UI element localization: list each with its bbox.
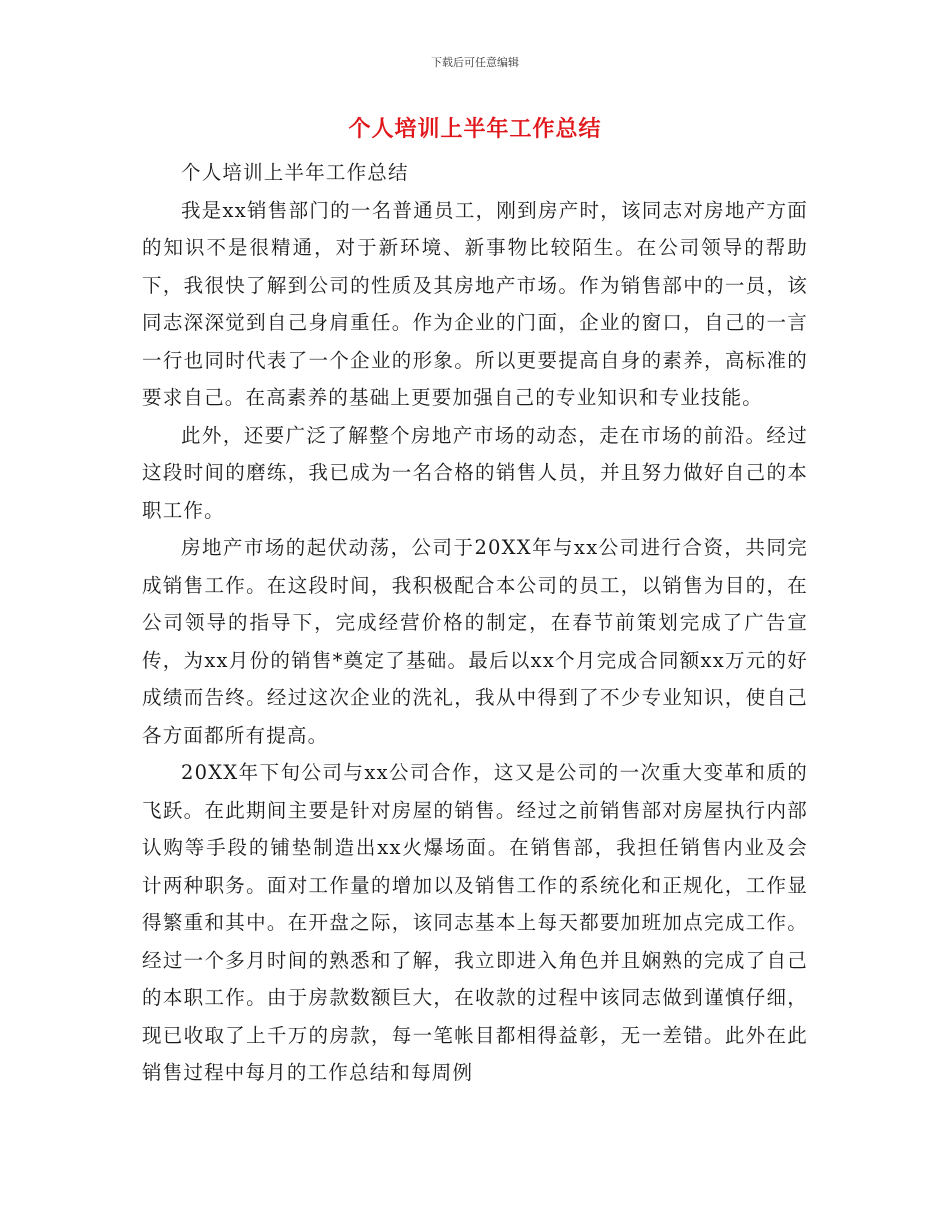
document-body [142, 154, 808, 1092]
paragraph: 我是xx销售部门的一名普通员工，刚到房产时，该同志对房地产方面的知识不是很精通，对于新环境、新事物比较陌生。在公司领导的帮助下，我很快了解到公司的性质及其房地产市场。作为销售部中的一员，该同志深深觉到自己身肩重任。作为企业的门面，企业的窗口，自己的一言一行也同时代表了一个企业的形象。所以更要提高自身的素养，高标准的要求自己。在高素养的基础上更要加强自己的专业知识和专业技能。 [142, 198, 808, 409]
document-title: 个人培训上半年工作总结 [348, 117, 602, 142]
page-header-note: 下载后可任意编辑 [431, 56, 519, 69]
paragraph: 20XX年下旬公司与xx公司合作，这又是公司的一次重大变革和质的飞跃。在此期间主要是针对房屋的销售。经过之前销售部对房屋执行内部认购等手段的铺垫制造出xx火爆场面。在销售部，我担任销售内业及会计两种职务。面对工作量的增加以及销售工作的系统化和正规化，工作显得繁重和其中。在开盘之际，该同志基本上每天都要加班加点完成工作。经过一个多月时间的熟悉和了解，我立即进入角色并且娴熟的完成了自己的本职工作。由于房款数额巨大，在收款的过程中该同志做到谨慎仔细，现已收取了上千万的房款，每一笔帐目都相得益彰，无一差错。此外在此销售过程中每月的工作总结和每周例 [142, 761, 808, 1084]
paragraph-subtitle: 个人培训上半年工作总结 [181, 161, 409, 184]
paragraph: 房地产市场的起伏动荡，公司于20XX年与xx公司进行合资，共同完成销售工作。在这段时间，我积极配合本公司的员工，以销售为目的，在公司领导的指导下，完成经营价格的制定，在春节前策划完成了广告宣传，为xx月份的销售*奠定了基础。最后以xx个月完成合同额xx万元的好成绩而告终。经过这次企业的洗礼，我从中得到了不少专业知识，使自己各方面都所有提高。 [142, 536, 808, 747]
paragraph: 此外，还要广泛了解整个房地产市场的动态，走在市场的前沿。经过这段时间的磨练，我已成为一名合格的销售人员，并且努力做好自己的本职工作。 [142, 423, 808, 522]
